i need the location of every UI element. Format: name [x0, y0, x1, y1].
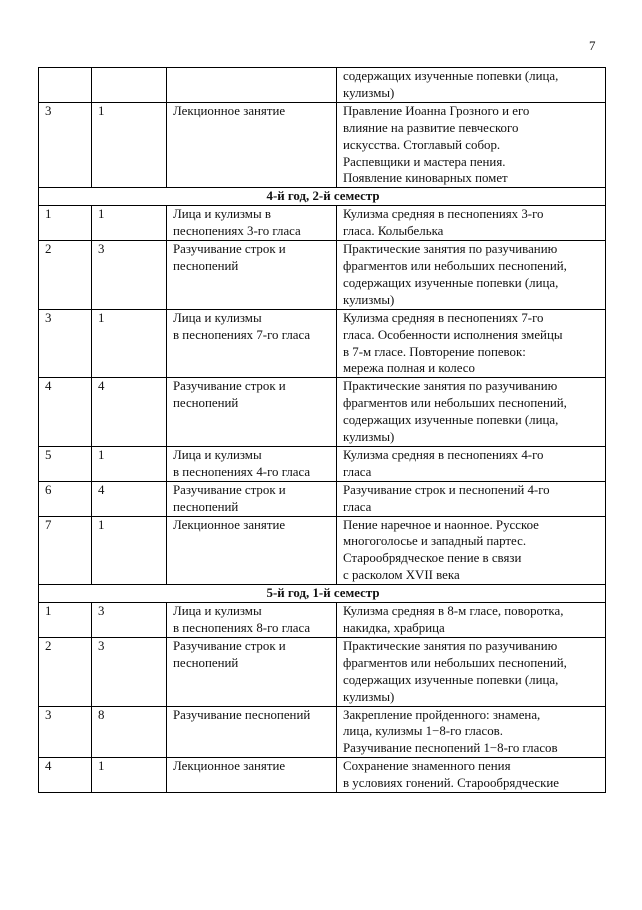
- lesson-number-cell: 3: [39, 102, 92, 188]
- lesson-content-cell: Кулизма средняя в песнопениях 4-го гласа: [337, 446, 606, 481]
- lesson-content-cell: Практические занятия по разучиванию фрагментов или небольших песнопений, содержащих изученные попевки (лица, кулизмы): [337, 637, 606, 706]
- lesson-content-cell: Кулизма средняя в песнопениях 3-го гласа. Колыбелька: [337, 206, 606, 241]
- table-row: [39, 603, 606, 638]
- hours-cell: 3: [92, 241, 167, 310]
- table-row: [39, 102, 606, 188]
- lesson-type-cell: Разучивание строк и песнопений: [167, 637, 337, 706]
- lesson-content-cell: Кулизма средняя в 8-м гласе, поворотка, накидка, храбрица: [337, 603, 606, 638]
- hours-cell: 1: [92, 206, 167, 241]
- hours-cell: 8: [92, 706, 167, 758]
- lesson-content-cell: Правление Иоанна Грозного и его влияние на развитие певческого искусства. Стоглавый собор. Распевщики и мастера пения. Появление киноварных помет: [337, 102, 606, 188]
- lesson-number-cell: [39, 68, 92, 103]
- lesson-content-cell: Кулизма средняя в песнопениях 7-го гласа. Особенности исполнения змейцы в 7-м гласе. Повторение попевок: мережа полная и колесо: [337, 309, 606, 378]
- lesson-number-cell: 7: [39, 516, 92, 585]
- lesson-content-cell: содержащих изученные попевки (лица, кулизмы): [337, 68, 606, 103]
- lesson-number-cell: 6: [39, 481, 92, 516]
- lesson-type-cell: Разучивание строк и песнопений: [167, 378, 337, 447]
- lesson-type-cell: Лица и кулизмы в песнопениях 7-го гласа: [167, 309, 337, 378]
- curriculum-table: [38, 67, 606, 793]
- hours-cell: 1: [92, 516, 167, 585]
- lesson-number-cell: 4: [39, 378, 92, 447]
- section-title: 4-й год, 2-й семестр: [39, 188, 606, 206]
- hours-cell: [92, 68, 167, 103]
- section-header-row: [39, 585, 606, 603]
- hours-cell: 1: [92, 446, 167, 481]
- lesson-number-cell: 3: [39, 706, 92, 758]
- table-row: [39, 309, 606, 378]
- hours-cell: 4: [92, 481, 167, 516]
- lesson-type-cell: Разучивание строк и песнопений: [167, 241, 337, 310]
- lesson-type-cell: Лица и кулизмы в песнопениях 3-го гласа: [167, 206, 337, 241]
- table-row: [39, 481, 606, 516]
- hours-cell: 3: [92, 603, 167, 638]
- lesson-type-cell: [167, 68, 337, 103]
- table-row: [39, 516, 606, 585]
- lesson-type-cell: Лица и кулизмы в песнопениях 8-го гласа: [167, 603, 337, 638]
- table-row: [39, 378, 606, 447]
- lesson-content-cell: Практические занятия по разучиванию фрагментов или небольших песнопений, содержащих изученные попевки (лица, кулизмы): [337, 241, 606, 310]
- lesson-type-cell: Лекционное занятие: [167, 758, 337, 793]
- lesson-content-cell: Разучивание строк и песнопений 4-го гласа: [337, 481, 606, 516]
- lesson-type-cell: Разучивание песнопений: [167, 706, 337, 758]
- section-header-row: [39, 188, 606, 206]
- table-row: [39, 206, 606, 241]
- page-number: 7: [589, 38, 596, 53]
- table-row: [39, 758, 606, 793]
- table-row: [39, 706, 606, 758]
- table-row: [39, 241, 606, 310]
- table-row: [39, 637, 606, 706]
- table-body: [39, 68, 606, 793]
- lesson-number-cell: 1: [39, 603, 92, 638]
- lesson-number-cell: 4: [39, 758, 92, 793]
- lesson-type-cell: Разучивание строк и песнопений: [167, 481, 337, 516]
- lesson-number-cell: 5: [39, 446, 92, 481]
- lesson-type-cell: Лекционное занятие: [167, 102, 337, 188]
- lesson-type-cell: Лица и кулизмы в песнопениях 4-го гласа: [167, 446, 337, 481]
- lesson-number-cell: 2: [39, 637, 92, 706]
- lesson-content-cell: Закрепление пройденного: знамена, лица, кулизмы 1−8-го гласов. Разучивание песнопений 1−8-го гласов: [337, 706, 606, 758]
- lesson-type-cell: Лекционное занятие: [167, 516, 337, 585]
- section-title: 5-й год, 1-й семестр: [39, 585, 606, 603]
- hours-cell: 4: [92, 378, 167, 447]
- lesson-content-cell: Пение наречное и наонное. Русское многоголосье и западный партес. Старообрядческое пение в связи с расколом XVII века: [337, 516, 606, 585]
- lesson-number-cell: 3: [39, 309, 92, 378]
- hours-cell: 1: [92, 309, 167, 378]
- hours-cell: 3: [92, 637, 167, 706]
- lesson-content-cell: Сохранение знаменного пения в условиях гонений. Старообрядческие: [337, 758, 606, 793]
- hours-cell: 1: [92, 102, 167, 188]
- table-row: [39, 446, 606, 481]
- lesson-content-cell: Практические занятия по разучиванию фрагментов или небольших песнопений, содержащих изученные попевки (лица, кулизмы): [337, 378, 606, 447]
- lesson-number-cell: 2: [39, 241, 92, 310]
- lesson-number-cell: 1: [39, 206, 92, 241]
- hours-cell: 1: [92, 758, 167, 793]
- table-row: [39, 68, 606, 103]
